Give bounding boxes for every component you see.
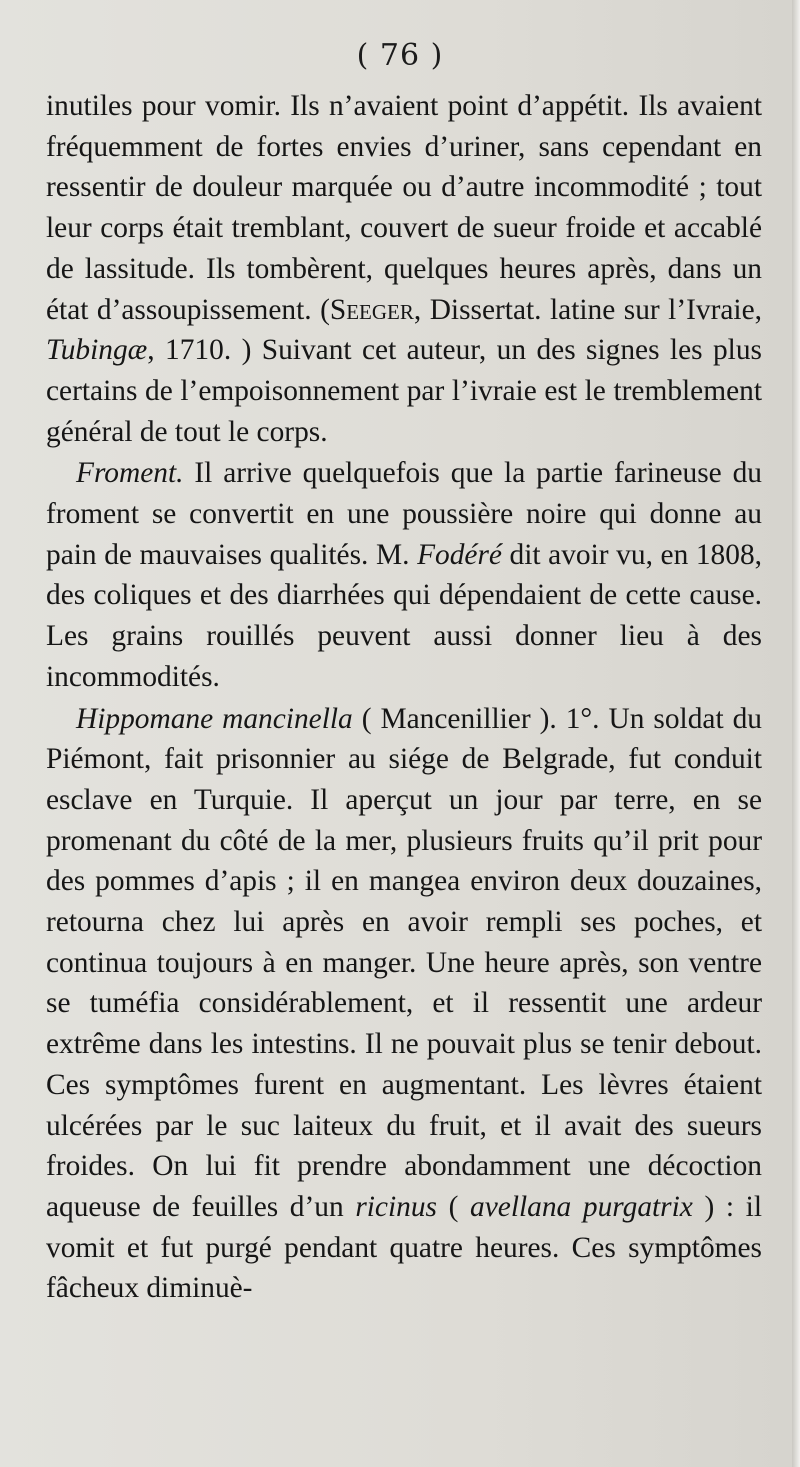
page-text: [46, 86, 762, 1309]
text-run: , Dissertat. latine sur l’Ivraie,: [413, 293, 762, 326]
author-name: Fodéré: [417, 538, 502, 571]
text-run: ) : il vomit et fut purgé pendant quatre heures. Ces symptômes fâcheux diminuè-: [46, 1190, 763, 1305]
page-number: ( 76 ): [356, 38, 444, 73]
entry-heading: Hippomane mancinella: [76, 702, 353, 735]
text-run: ( Mancenillier ). 1°. Un soldat du Piémont, fait prisonnier au siége de Belgrade, fut conduit esclave en Turquie. Il aperçut un jour par terre, en se promenant du côté de la mer, plusieurs fruits qu’il prit pour des pommes d’apis ; il en mangea environ deux douzaines, retourna chez lui après en avoir rempli ses poches, et continua toujours à en manger. Une heure après, son ventre se tuméfia considérablement, et il ressentit une ardeur extrême dans les intestins. Il ne pouvait plus se tenir debout. Ces symptômes furent en augmentant. Les lèvres étaient ulcérées par le suc laiteux du fruit, et il avait des sueurs froides. On lui fit prendre abondamment une décoction aqueuse de feuilles d’un: [46, 702, 762, 1223]
text-run: (: [436, 1190, 471, 1223]
entry-heading: Froment.: [76, 457, 184, 490]
text-run: Il arrive quelquefois que la partie farineuse du froment se convertit en une poussière noire qui donne au pain de mauvaises qualités. M.: [46, 457, 762, 571]
place-name: Tubingæ: [46, 334, 148, 367]
text-run: dit avoir vu, en 1808, des coliques et des diarrhées qui dépendaient de cette cause. Les grains rouillés peuvent aussi donner lieu à des incommodités.: [46, 538, 762, 693]
text-run: inutiles pour vomir. Ils n’avaient point d’appétit. Ils avaient fréquemment de fortes envies d’uriner, sans cependant en ressentir de douleur marquée ou d’autre incommodité ; tout leur corps était tremblant, couvert de sueur froide et accablé de lassitude. Ils tombèrent, quelques heures après, dans un état d’assoupissement. (: [46, 90, 762, 326]
paragraph-ivraie: [46, 86, 762, 452]
text-run: , 1710. ) Suivant cet auteur, un des signes les plus certains de l’empoisonnement par l’ivraie est le tremblement général de tout le corps.: [46, 334, 762, 448]
paragraph-hippomane: [46, 699, 762, 1310]
paragraph-froment: [46, 453, 762, 697]
page-edge: [792, 0, 800, 1467]
plant-name: ricinus: [355, 1190, 437, 1223]
author-name: Seeger: [329, 293, 414, 326]
plant-name: avellana purgatrix: [470, 1190, 693, 1223]
